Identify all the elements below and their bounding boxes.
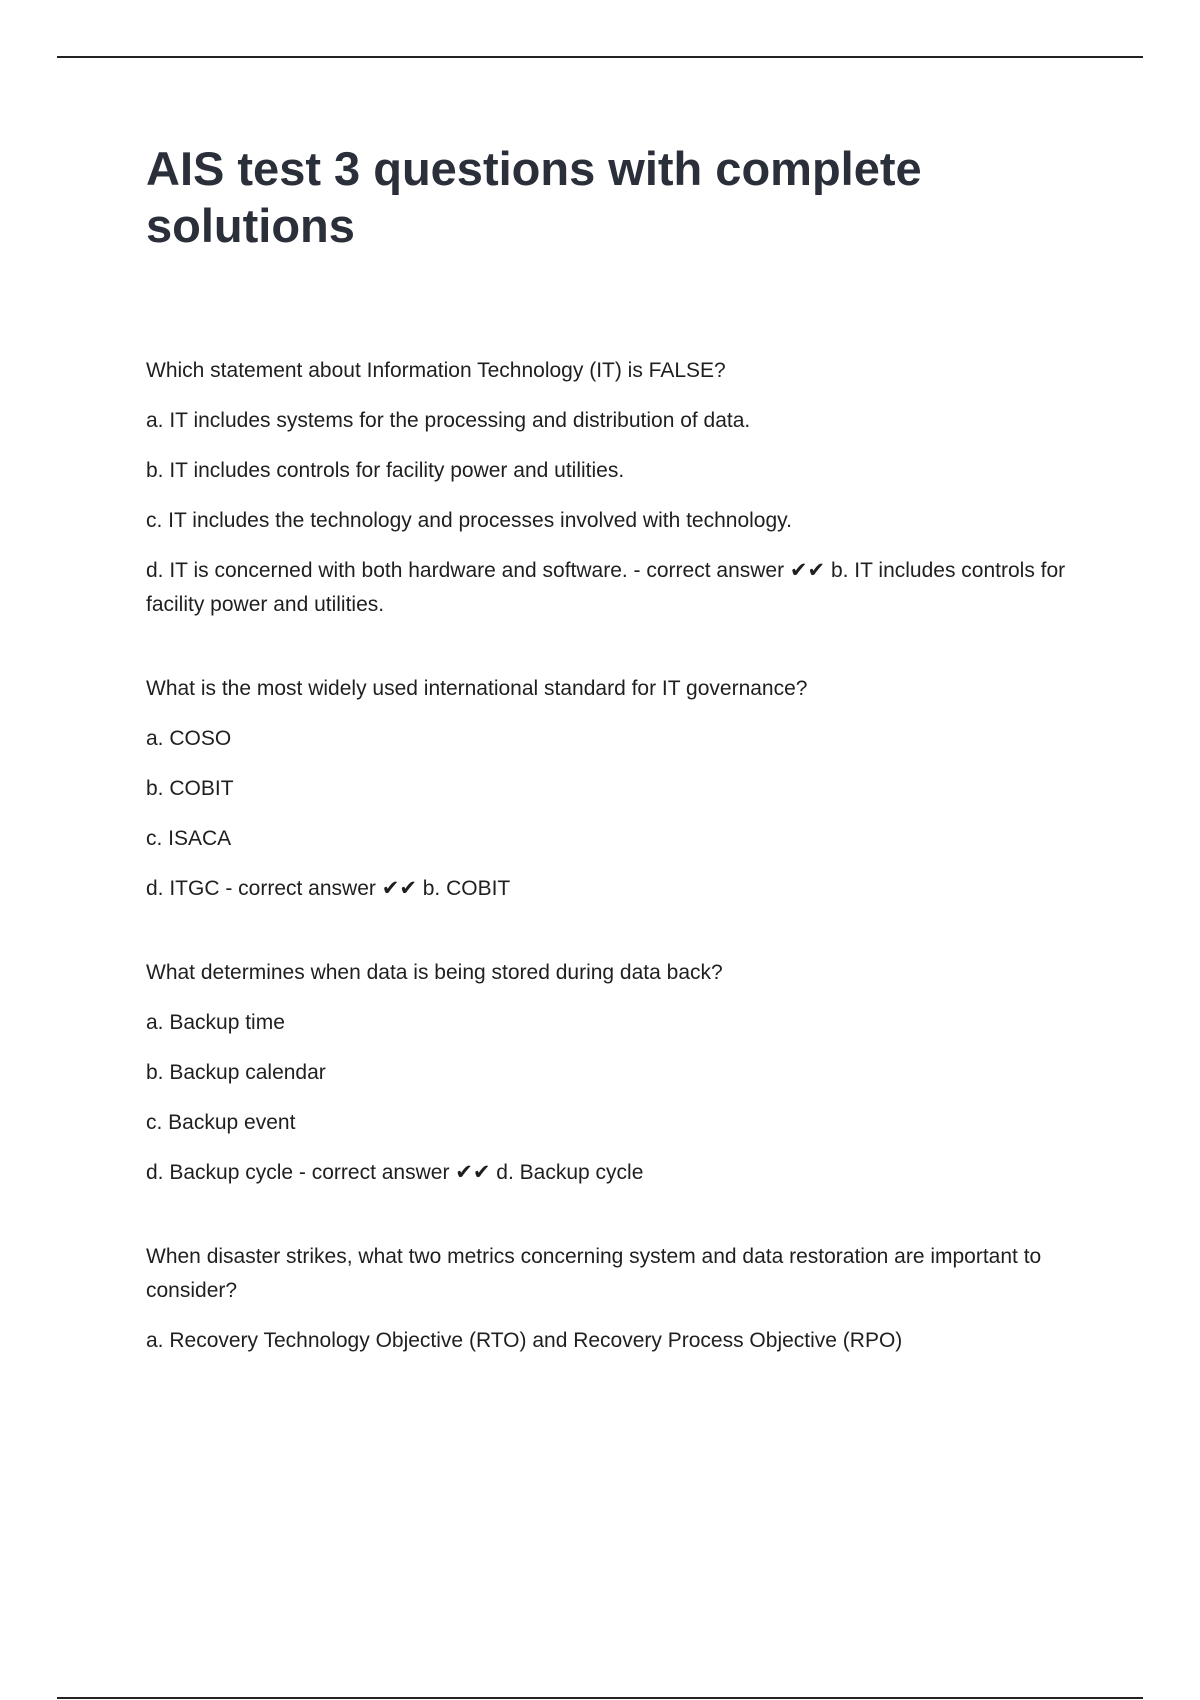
- question-block-2: [146, 672, 1086, 906]
- option-a: a. Backup time: [146, 1011, 285, 1034]
- option-d-with-answer: d. ITGC - correct answer ✔✔ b. COBIT: [146, 877, 511, 900]
- question-block-3: [146, 956, 1086, 1190]
- question-block-1: [146, 354, 1086, 622]
- option-b: b. IT includes controls for facility power and utilities.: [146, 459, 625, 482]
- option-d-with-answer: d. Backup cycle - correct answer ✔✔ d. Backup cycle: [146, 1161, 644, 1184]
- question-text: What determines when data is being stored during data back?: [146, 961, 723, 984]
- option-b: b. COBIT: [146, 777, 234, 800]
- option-c: c. IT includes the technology and processes involved with technology.: [146, 509, 792, 532]
- option-a: a. IT includes systems for the processing and distribution of data.: [146, 409, 751, 432]
- option-c: c. ISACA: [146, 827, 232, 850]
- option-d-with-answer: d. IT is concerned with both hardware and software. - correct answer ✔✔ b. IT includes controls for facility power and utilities.: [146, 559, 1066, 616]
- option-c: c. Backup event: [146, 1111, 296, 1134]
- question-text: Which statement about Information Technology (IT) is FALSE?: [146, 359, 726, 382]
- option-a: a. COSO: [146, 727, 232, 750]
- question-block-4: [146, 1240, 1086, 1358]
- document-body: [146, 140, 1086, 1408]
- option-a: a. Recovery Technology Objective (RTO) and Recovery Process Objective (RPO): [146, 1329, 903, 1352]
- bottom-divider: [57, 1697, 1143, 1699]
- top-divider: [57, 56, 1143, 58]
- question-text: When disaster strikes, what two metrics concerning system and data restoration are important to consider?: [146, 1245, 1042, 1302]
- option-b: b. Backup calendar: [146, 1061, 326, 1084]
- document-title: AIS test 3 questions with complete solutions: [146, 142, 922, 252]
- question-text: What is the most widely used international standard for IT governance?: [146, 677, 808, 700]
